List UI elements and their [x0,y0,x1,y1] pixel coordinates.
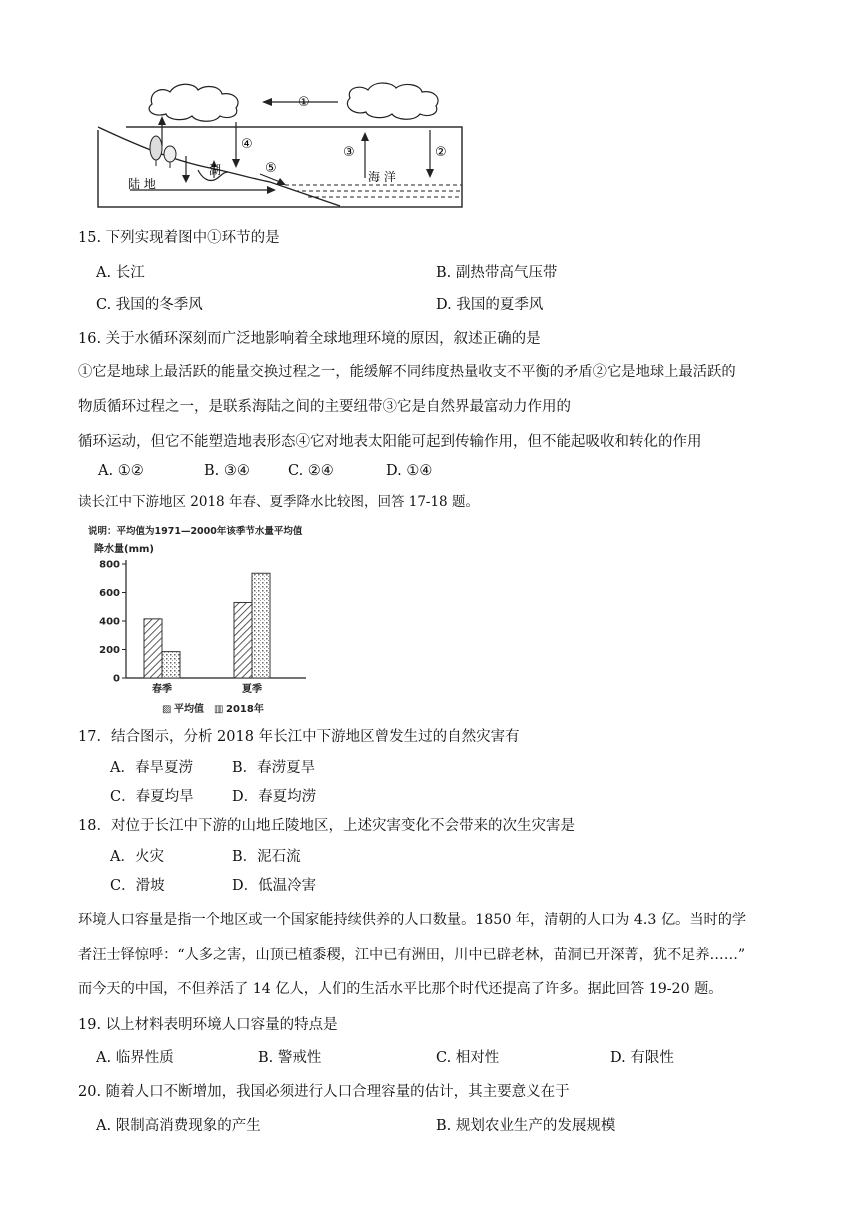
q17-option-c: C．春夏均旱 [110,789,194,805]
q15-option-c: C. 我国的冬季风 [96,297,203,313]
precipitation-bar-chart [86,522,326,718]
passage-line3: 而今天的中国，不但养活了 14 亿人，人们的生活水平比那个时代还提高了许多。据此回答 19-20 题。 [78,981,723,997]
cloud-right [347,83,438,119]
label-one: ① [298,95,310,110]
q19-stem: 19. 以上材料表明环境人口容量的特点是 [78,1017,338,1033]
q19-option-b: B. 警戒性 [258,1050,322,1066]
q16-option-b: B. ③④ [204,463,250,479]
label-ocean: 海 洋 [368,170,396,184]
y-tick-label: 0 [113,673,120,685]
label-five: ⑤ [265,161,277,176]
q19-option-a: A. 临界性质 [96,1050,174,1066]
q18-option-b: B．泥石流 [232,849,301,865]
q16-option-d: D. ①④ [386,463,433,479]
q20-option-a: A. 限制高消费现象的产生 [96,1118,261,1134]
q15-option-a: A. 长江 [96,265,145,281]
label-four: ④ [241,137,253,152]
q17-stem: 17．结合图示，分析 2018 年长江中下游地区曾发生过的自然灾害有 [78,729,520,745]
legend-avg-label: 平均值 [174,704,204,715]
q16-statement-line1: ①它是地球上最活跃的能量交换过程之一，能缓解不同纬度热量收支不平衡的矛盾②它是地球上最活跃的 [78,364,736,380]
q18-option-c: C．滑坡 [110,878,165,894]
bar-avg-0 [144,619,162,678]
chart-ylabel: 降水量(mm) [94,544,154,555]
x-category-label: 夏季 [242,684,262,695]
q16-option-c: C. ②④ [288,463,334,479]
intro-17-18: 读长江中下游地区 2018 年春、夏季降水比较图，回答 17-18 题。 [78,494,479,510]
passage-line1: 环境人口容量是指一个地区或一个国家能持续供养的人口数量。1850 年，清朝的人口为 4.3 亿。当时的学 [78,912,747,928]
tree-icon [150,136,162,160]
q20-stem: 20. 随着人口不断增加，我国必须进行人口合理容量的估计，其主要意义在于 [78,1084,570,1100]
q19-option-c: C. 相对性 [436,1050,500,1066]
water-cycle-diagram [90,82,470,212]
q16-option-a: A. ①② [98,463,144,479]
q18-option-a: A．火灾 [110,849,164,865]
q16-stem: 16. 关于水循环深刻而广泛地影响着全球地理环境的原因，叙述正确的是 [78,331,541,347]
label-lake: 湖 [209,163,222,177]
y-tick-label: 800 [99,559,120,571]
bar-2018-1 [252,573,270,678]
q18-option-d: D．低温冷害 [232,878,317,894]
q16-statement-line3: 循环运动，但它不能塑造地表形态④它对地表太阳能可起到传输作用，但不能起吸收和转化的作用 [78,434,702,450]
chart-note: 说明：平均值为1971—2000年该季节水量平均值 [88,526,303,537]
bar-2018-0 [162,652,180,678]
bar-avg-1 [234,602,252,678]
legend-marker-2018: ▥ [214,704,224,715]
y-tick-label: 200 [99,645,120,656]
label-three: ③ [343,145,355,160]
passage-line2: 者汪士铎惊呼：“人多之害，山顶已植黍稷，江中已有洲田，川中已辟老林，苗洞已开深菁，犹不足养……” [78,947,746,963]
q17-option-a: A．春旱夏涝 [110,760,193,776]
q15-option-d: D. 我国的夏季风 [436,297,544,313]
q17-option-d: D．春夏均涝 [232,789,317,805]
q15-option-b: B. 副热带高气压带 [436,265,558,281]
q18-stem: 18．对位于长江中下游的山地丘陵地区，上述灾害变化不会带来的次生灾害是 [78,818,575,834]
q19-option-d: D. 有限性 [610,1050,674,1066]
legend-2018-label: 2018年 [226,704,264,715]
label-land: 陆 地 [128,177,156,191]
q17-option-b: B．春涝夏旱 [232,760,316,776]
label-two: ② [435,145,447,160]
x-category-label: 春季 [152,684,172,695]
cloud-left [149,84,238,121]
legend-marker-avg: ▨ [162,704,172,715]
q20-option-b: B. 规划农业生产的发展规模 [436,1118,616,1134]
q16-statement-line2: 物质循环过程之一，是联系海陆之间的主要纽带③它是自然界最富动力作用的 [78,399,571,415]
q15-stem: 15. 下列实现着图中①环节的是 [78,230,280,246]
y-tick-label: 600 [99,588,120,599]
y-tick-label: 400 [99,616,120,628]
